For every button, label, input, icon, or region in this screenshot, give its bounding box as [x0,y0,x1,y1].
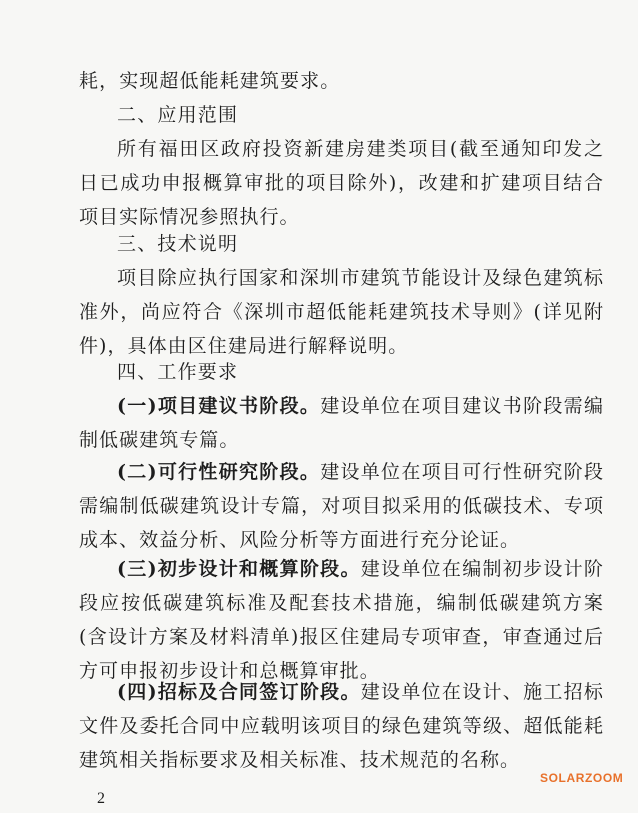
work-item-1 [79,389,604,457]
work-item-2-lead: (二)可行性研究阶段。 [117,461,321,483]
work-item-4 [79,675,604,777]
work-item-3 [79,552,604,688]
work-item-4-lead: (四)招标及合同签订阶段。 [117,681,361,703]
work-item-1-lead: (一)项目建议书阶段。 [117,395,321,417]
section-heading-work: 四、工作要求 [117,361,239,383]
work-item-2-text: 建设单位在项目可行性研究阶段需编制低碳建筑设计专篇，对项目拟采用的低碳技术、专项成本、效益分析、风险分析等方面进行充分论证。 [79,461,605,551]
work-item-4-text: 建设单位在设计、施工招标文件及委托合同中应载明该项目的绿色建筑等级、超低能耗建筑相关指标要求及相关标准、技术规范的名称。 [79,681,604,771]
section-heading-scope: 二、应用范围 [117,104,239,126]
continuation-line [79,64,638,98]
section-heading-tech: 三、技术说明 [117,233,239,255]
work-item-3-lead: (三)初步设计和概算阶段。 [117,558,361,580]
section-body-tech: 项目除应执行国家和深圳市建筑节能设计及绿色建筑标准外，尚应符合《深圳市超低能耗建筑技术导则》(详见附件)，具体由区住建局进行解释说明。 [79,267,604,357]
work-item-2 [79,455,604,557]
section-body-scope: 所有福田区政府投资新建房建类项目(截至通知印发之日已成功申报概算审批的项目除外)，改建和扩建项目结合项目实际情况参照执行。 [79,138,604,228]
work-item-3-text: 建设单位在编制初步设计阶段应按低碳建筑标准及配套技术措施，编制低碳建筑方案(含设计方案及材料清单)报区住建局专项审查，审查通过后方可申报初步设计和总概算审批。 [79,558,604,682]
continuation-text: 耗，实现超低能耗建筑要求。 [79,70,341,92]
work-item-1-text: 建设单位在项目建议书阶段需编制低碳建筑专篇。 [79,395,605,451]
watermark-logo: SOLARZOOM [540,771,624,785]
page-number: 2 [97,790,105,807]
